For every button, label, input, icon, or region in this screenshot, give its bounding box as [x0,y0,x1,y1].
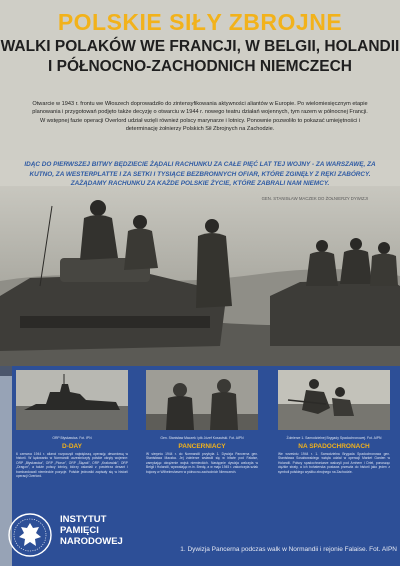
card-title: D-DAY [62,442,82,450]
card-pancerniacy [146,370,258,474]
card-caption: Gen. Stanisław Maczek i płk Józef Koszutski. Fot. AIPN [160,436,244,440]
generals-photo [146,370,258,430]
card-caption: Żołnierze 1. Samodzielnej Brygady Spadochronowej. Fot. AIPN [286,436,382,440]
ipn-line3: NARODOWEJ [60,536,123,547]
card-na-spadochronach [278,370,390,474]
poster-subtitle-line1: WALKI POLAKÓW WE FRANCJI, W BELGII, HOLANDII [0,38,400,55]
ipn-line2: PAMIĘCI [60,525,99,536]
photo-caption: 1. Dywizja Pancerna podczas walk w Normandii i rejonie Falaise. Fot. AIPN [180,546,397,553]
maczek-quote: IDĄC DO PIERWSZEJ BITWY BĘDZIECIE ŻĄDALI RACHUNKU ZA CAŁE PIĘĆ LAT TEJ WOJNY - ZA WARSZAWĘ, ZA KUTNO, ZA WESTERPLATTE I ZA SETKI I TYSIĄCE BEZBRONNYCH OFIAR, KTÓRE ZGINĘŁY Z RĘKI ZABÓRCY. ZAŻĄDAMY RACHUNKU ZA KAŻDE POLSKIE ŻYCIE, KTÓRE ZABRALI NAM NIEMCY. [24,161,376,188]
tank-crew-photo [0,186,400,376]
card-body: We wrześniu 1944 r. 1. Samodzielna Brygada Spadochronowa gen. Stanisława Sosabowskiego wzięła udział w operacji Market Garden w Holandii. Polscy spadochroniarze walczyli pod Arnhem i Driel, ponosząc ciężkie straty, a ich bohaterska postawa przeszła do historii jako jeden z symboli polskiego wysiłku zbrojnego na Zachodzie. [278,451,390,474]
card-caption: ORP Błyskawica. Fot. IPN [52,436,92,440]
warship-photo [16,370,128,430]
card-title: NA SPADOCHRONACH [298,442,370,450]
quote-source: GEN. STANISŁAW MACZEK DO ŻOŁNIERZY DYWIZJI [261,196,368,201]
poster-title: POLSKIE SIŁY ZBROJNE [57,9,343,35]
paratroopers-photo [278,370,390,430]
ipn-line1: INSTYTUT [60,514,107,525]
card-body: 6 czerwca 1944 r. alianci rozpoczęli największą operację desantową w historii. W lądowaniu w Normandii uczestniczyły polskie okręty wojenne: ORP „Błyskawica”, ORP „Piorun”, ORP „Ślązak”, ORP „Krakowiak”, ORP „Dragon”, a także polscy lotnicy, którzy osłaniali z powietrza desant i bombardowali niemieckie pozycje. Polskie jednostki zapisały się w historii operacji Overlord. [16,451,128,479]
card-body: W sierpniu 1944 r. do Normandii przybyła 1. Dywizja Pancerna gen. Stanisława Maczka. Jej żołnierze wsławili się w bitwie pod Falaise, zamykając okrążenie wojsk niemieckich. Następnie dywizja walczyła w Belgii i Holandii, wyzwalając m.in. Bredę, a w maju 1945 r. zakończyła szlak bojowy w Wilhelmshaven w północno-zachodnich Niemczech. [146,451,258,474]
card-title: PANCERNIACY [178,442,226,450]
poster-subtitle-line2: I PÓŁNOCNO-ZACHODNICH NIEMCZECH [48,58,352,75]
intro-paragraph: Otwarcie w 1943 r. frontu we Włoszech doprowadziło do zintensyfikowania aktywności aliantów w Europie. Po wielomiesięcznym etapie planowania i przygotowań podjęto także decyzję o otwarciu w 1944 r. nowego teatru działań wojennych, tym razem w północnej Francji. W wstępnej fazie operacji Overlord udział wzięli również polscy marynarze i lotnicy. Ponownie pozwoliło to pokazać umiejętności i determinację żołnierzy Polskich Sił Zbrojnych na Zachodzie. [32,101,368,133]
card-d-day [16,370,128,479]
ipn-name [60,514,123,547]
